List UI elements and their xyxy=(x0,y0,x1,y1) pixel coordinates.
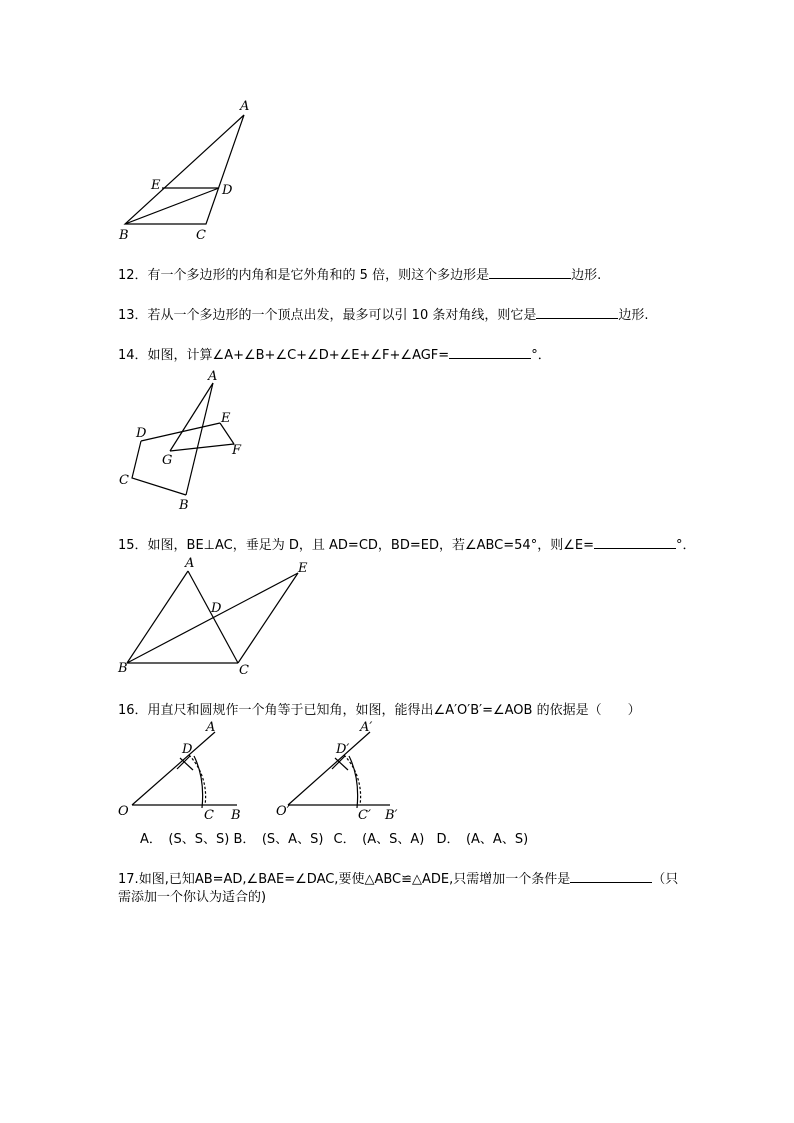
figure-q15 xyxy=(110,555,320,680)
q12-number: 12． xyxy=(118,268,148,283)
question-15 xyxy=(118,536,695,555)
fig16-label-a: A xyxy=(206,720,216,735)
fig14-path-cd xyxy=(132,441,186,495)
question-14 xyxy=(118,346,551,365)
fig16-label-a2: A′ xyxy=(360,720,373,735)
q13-suffix: 边形. xyxy=(618,308,649,323)
q15-suffix: °． xyxy=(675,538,696,553)
fig16-label-c2: C′ xyxy=(358,808,371,823)
q13-answer-blank[interactable] xyxy=(536,306,618,319)
figure-q16 xyxy=(110,718,420,826)
q16-option-b[interactable]: B． (S、A、S) xyxy=(233,832,324,847)
fig15-line-ce xyxy=(238,573,298,663)
q16-number: 16． xyxy=(118,703,148,718)
fig16-label-b2: B′ xyxy=(385,808,398,823)
fig15-line-ac xyxy=(188,571,238,663)
q14-number: 14． xyxy=(118,348,148,363)
q15-text: 如图，BE⊥AC，垂足为 D，且 AD=CD，BD=ED，若∠ABC=54°，则∠E= xyxy=(147,538,594,553)
fig16-angle-aob xyxy=(118,720,241,823)
question-12 xyxy=(118,266,601,285)
fig11-outline xyxy=(125,115,244,224)
fig11-label-c: C xyxy=(196,228,206,243)
fig16-label-d2: D′ xyxy=(336,742,350,757)
fig14-line-gf xyxy=(170,444,234,451)
q12-text: 有一个多边形的内角和是它外角和的 5 倍，则这个多边形是 xyxy=(147,268,490,283)
q16-text: 用直尺和圆规作一个角等于已知角，如图，能得出∠A′O′B′=∠AOB 的依据是（ ） xyxy=(147,703,641,718)
q15-number: 15． xyxy=(118,538,148,553)
fig15-label-a: A xyxy=(185,556,195,571)
fig14-label-f: F xyxy=(232,443,242,458)
q14-suffix: °． xyxy=(531,348,551,363)
fig11-label-e: E xyxy=(151,178,161,193)
q17-answer-blank[interactable] xyxy=(570,870,652,883)
q16-option-c[interactable]: C． (A、S、A) xyxy=(333,832,425,847)
q16-options xyxy=(140,828,528,847)
question-17 xyxy=(118,870,688,907)
question-13 xyxy=(118,306,649,325)
q14-text: 如图，计算∠A+∠B+∠C+∠D+∠E+∠F+∠AGF= xyxy=(147,348,450,363)
fig15-label-e: E xyxy=(298,561,308,576)
fig15-line-ba xyxy=(127,571,188,663)
q17-text: 如图,已知AB=AD,∠BAE=∠DAC,要使△ABC≌△ADE,只需增加一个条件是 xyxy=(138,872,571,887)
q13-text: 若从一个多边形的一个顶点出发，最多可以引 10 条对角线，则它是 xyxy=(147,308,537,323)
figure-q11 xyxy=(110,95,270,245)
q16-option-d[interactable]: D． (A、A、S) xyxy=(436,832,529,847)
fig11-label-d: D xyxy=(222,183,233,198)
fig15-label-d: D xyxy=(211,601,222,616)
q15-answer-blank[interactable] xyxy=(594,536,676,549)
q16-option-a[interactable]: A． (S、S、S) xyxy=(140,832,230,847)
figure-q14 xyxy=(110,365,260,515)
fig11-line-bd xyxy=(125,188,219,224)
fig14-line-ab xyxy=(186,383,213,495)
fig14-label-d: D xyxy=(136,426,147,441)
fig16-label-o2: O′ xyxy=(276,804,290,819)
fig11-label-a: A xyxy=(240,99,250,114)
q17-suffix: （只需添加一个你认为适合的) xyxy=(118,872,679,905)
fig15-label-b: B xyxy=(118,661,128,676)
fig14-line-ag xyxy=(170,383,213,451)
fig16-label-c: C xyxy=(204,808,214,823)
fig14-label-b: B xyxy=(179,498,189,513)
q13-number: 13． xyxy=(118,308,148,323)
fig14-label-a: A xyxy=(208,369,218,384)
fig14-line-ef xyxy=(220,423,234,444)
fig11-label-b: B xyxy=(119,228,129,243)
fig16-label-o: O xyxy=(118,804,129,819)
fig15-label-c: C xyxy=(239,663,249,678)
q17-number: 17. xyxy=(118,872,139,887)
fig16-label-d: D xyxy=(182,742,193,757)
fig16-label-b: B xyxy=(231,808,241,823)
q12-answer-blank[interactable] xyxy=(489,266,571,279)
fig14-line-de xyxy=(141,423,220,441)
q14-answer-blank[interactable] xyxy=(449,346,531,359)
fig16-angle-a2o2b2 xyxy=(276,720,398,823)
fig14-label-g: G xyxy=(162,453,173,468)
fig14-label-c: C xyxy=(119,473,129,488)
fig15-line-be xyxy=(127,573,298,663)
q12-suffix: 边形. xyxy=(571,268,602,283)
fig14-label-e: E xyxy=(221,411,231,426)
